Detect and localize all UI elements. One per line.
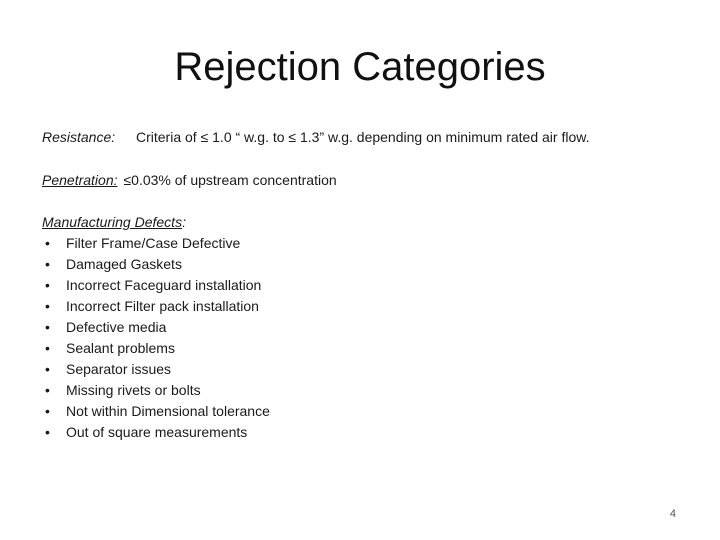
penetration-label: Penetration: xyxy=(42,172,118,188)
slide-title: Rejection Categories xyxy=(174,45,546,89)
list-item xyxy=(42,338,270,359)
list-item xyxy=(42,233,270,254)
list-item xyxy=(42,380,270,401)
list-item xyxy=(42,359,270,380)
bullet-icon: • xyxy=(45,319,50,335)
list-item xyxy=(42,254,270,275)
list-item-text: Out of square measurements xyxy=(66,424,248,440)
resistance-row xyxy=(42,127,590,148)
list-item xyxy=(42,422,270,443)
list-item xyxy=(42,296,270,317)
penetration-criteria: ≤0.03% of upstream concentration xyxy=(123,172,337,188)
list-item-text: Incorrect Faceguard installation xyxy=(66,277,262,293)
list-item-text: Filter Frame/Case Defective xyxy=(66,235,241,251)
bullet-icon: • xyxy=(45,298,50,314)
manufacturing-defects-heading xyxy=(42,212,270,233)
list-item-text: Sealant problems xyxy=(66,340,175,356)
bullet-icon: • xyxy=(45,256,50,272)
list-item xyxy=(42,317,270,338)
bullet-icon: • xyxy=(45,340,50,356)
bullet-icon: • xyxy=(45,235,50,251)
list-item-text: Missing rivets or bolts xyxy=(66,382,201,398)
list-item-text: Separator issues xyxy=(66,361,172,377)
manufacturing-defects-heading-text: Manufacturing Defects xyxy=(42,214,183,230)
penetration-row xyxy=(42,170,337,191)
bullet-icon: • xyxy=(45,277,50,293)
resistance-criteria: Criteria of ≤ 1.0 “ w.g. to ≤ 1.3” w.g. depending on minimum rated air flow. xyxy=(136,129,590,145)
bullet-icon: • xyxy=(45,424,50,440)
list-item-text: Not within Dimensional tolerance xyxy=(66,403,270,419)
bullet-icon: • xyxy=(45,382,50,398)
resistance-label: Resistance: xyxy=(42,129,116,145)
manufacturing-defects-heading-colon: : xyxy=(182,214,186,230)
bullet-icon: • xyxy=(45,403,50,419)
list-item xyxy=(42,401,270,422)
list-item xyxy=(42,275,270,296)
page-number: 4 xyxy=(669,508,676,520)
manufacturing-defects-section xyxy=(42,212,270,443)
list-item-text: Defective media xyxy=(66,319,167,335)
bullet-icon: • xyxy=(45,361,50,377)
list-item-text: Damaged Gaskets xyxy=(66,256,182,272)
defect-list xyxy=(42,233,270,443)
list-item-text: Incorrect Filter pack installation xyxy=(66,298,259,314)
